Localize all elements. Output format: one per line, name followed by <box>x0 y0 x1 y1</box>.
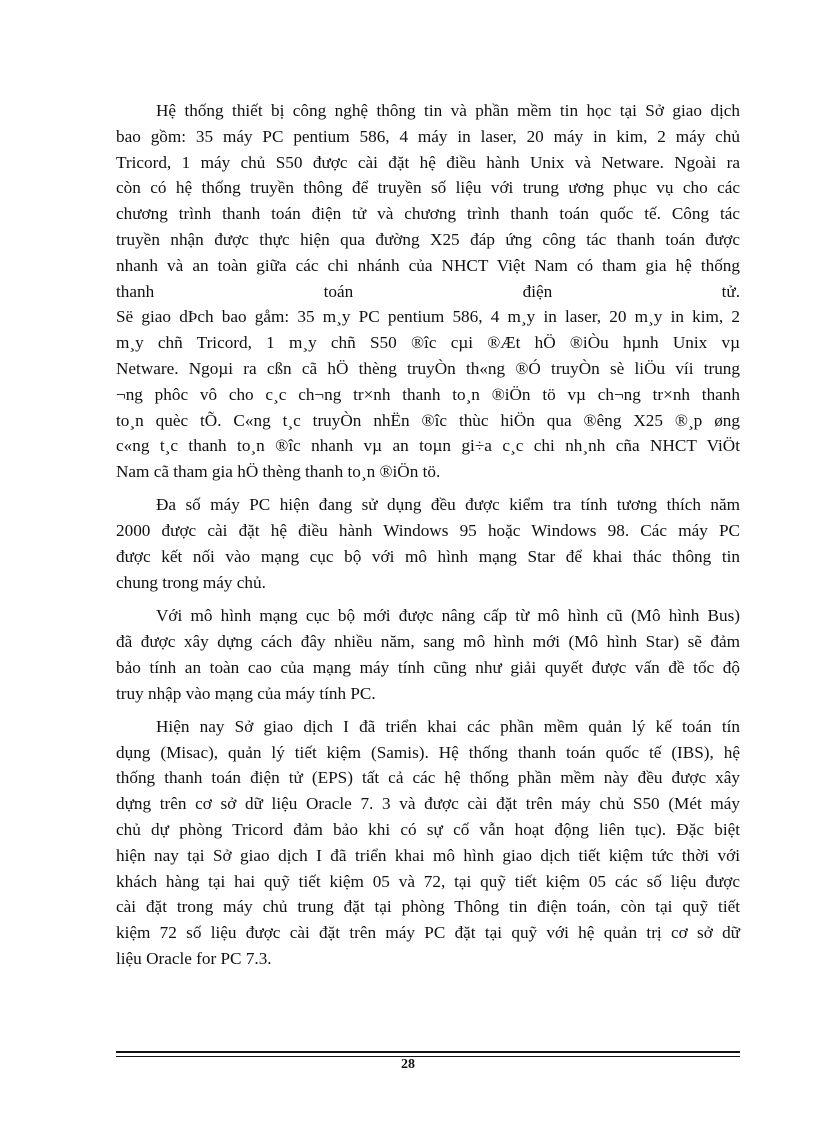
text-line: to¸n quèc tÕ. C«ng t¸c truyÒn nhËn ®îc thùc hiÖn qua ®êng X25 ®¸p øng <box>116 410 740 430</box>
text-line: thống thanh toán điện tử (EPS) tất cả các hệ thống phần mềm này đều được xây <box>116 768 740 788</box>
text-line: Tricord, 1 máy chủ S50 được cài đặt hệ điều hành Unix và Netware. Ngoài ra <box>116 152 740 172</box>
paragraph-legacy-encoding <box>116 304 740 485</box>
text-line: được kết nối vào mạng cục bộ với mô hình mạng Star để khai thác thông tin <box>116 547 740 567</box>
text-line: m¸y chñ Tricord, 1 m¸y chñ S50 ®îc cµi ®Æt hÖ ®iÒu hµnh Unix vµ <box>116 333 740 353</box>
text-line: nhanh và an toàn giữa các chi nhánh của NHCT Việt Nam có tham gia hệ thống <box>116 255 740 275</box>
page-number: 28 <box>401 1057 415 1072</box>
text-line: khách hàng tại hai quỹ tiết kiệm 05 và 72, tại quỹ tiết kiệm 05 các số liệu được <box>116 871 740 891</box>
text-line: 2000 được cài đặt hệ điều hành Windows 95 hoặc Windows 98. Các máy PC <box>116 521 740 541</box>
text-line: chương trình thanh toán điện tử và chương trình thanh toán quốc tế. Công tác <box>116 204 740 224</box>
text-line: hiện nay tại Sở giao dịch I đã triển khai mô hình giao dịch tiết kiệm tức thời với <box>116 845 740 865</box>
text-line: truyền nhận được thực hiện qua đường X25 đáp ứng công tác thanh toán được <box>116 229 740 249</box>
paragraph-software-systems <box>116 714 740 972</box>
paragraph-network-model <box>116 603 740 706</box>
text-line: c«ng t¸c thanh to¸n ®îc nhanh vµ an toµn gi÷a c¸c chi nh¸nh cña NHCT ViÖt <box>116 436 740 456</box>
text-line: Hệ thống thiết bị công nghệ thông tin và phần mềm tin học tại Sở giao dịch <box>156 101 740 120</box>
text-line: chủ dự phòng Tricord đảm bảo khi có sự cố vẫn hoạt động liên tục). Đặc biệt <box>116 820 740 840</box>
text-line: Së giao dÞch bao gåm: 35 m¸y PC pentium 586, 4 m¸y in laser, 20 m¸y in kim, 2 <box>116 307 740 327</box>
text-line: thanh toán điện tử. <box>116 281 740 301</box>
footer-rule <box>116 1051 740 1053</box>
text-line: Nam cã tham gia hÖ thèng thanh to¸n ®iÖn tö. <box>116 462 441 482</box>
text-line: chung trong máy chủ. <box>116 572 266 592</box>
text-line: liệu Oracle for PC 7.3. <box>116 949 272 968</box>
text-line: Với mô hình mạng cục bộ mới được nâng cấp từ mô hình cũ (Mô hình Bus) <box>156 606 740 626</box>
text-line: Netware. Ngoµi ra cßn cã hÖ thèng truyÒn th«ng ®Ó truyÒn sè liÖu víi trung <box>116 358 740 378</box>
text-line: bao gồm: 35 máy PC pentium 586, 4 máy in laser, 20 máy in kim, 2 máy chủ <box>116 126 740 146</box>
text-line: cài đặt trong máy chủ trung đặt tại phòng Thông tin điện toán, còn tại quỹ tiết <box>116 897 740 917</box>
document-page <box>116 98 740 972</box>
text-line: Hiện nay Sở giao dịch I đã triển khai các phần mềm quản lý kế toán tín <box>156 716 740 736</box>
text-line: kiệm 72 số liệu được cài đặt trên máy PC đặt tại quỹ với hệ quản trị cơ sở dữ <box>116 923 740 943</box>
text-line: bảo tính an toàn cao của mạng máy tính cũng như giải quyết được vấn đề tốc độ <box>116 657 740 677</box>
text-line: đã được xây dựng cách đây nhiều năm, sang mô hình mới (Mô hình Star) sẽ đảm <box>116 631 740 651</box>
text-line: ¬ng phôc vô cho c¸c ch¬ng tr×nh thanh to¸n ®iÖn tö vµ ch¬ng tr×nh thanh <box>116 384 740 404</box>
text-line: truy nhập vào mạng của máy tính PC. <box>116 683 376 703</box>
paragraph-equipment <box>116 98 740 304</box>
text-line: Đa số máy PC hiện đang sử dụng đều được kiểm tra tính tương thích năm <box>156 495 740 515</box>
text-line: dụng (Misac), quản lý tiết kiệm (Samis). Hệ thống thanh toán quốc tế (IBS), hệ <box>116 742 740 762</box>
text-line: còn có hệ thống truyền thông để truyền số liệu với trung ương phục vụ cho các <box>116 178 740 198</box>
text-line: dựng trên cơ sở dữ liệu Oracle 7. 3 và được cài đặt trên máy chủ S50 (Mét máy <box>116 794 740 814</box>
paragraph-pc-compatibility <box>116 492 740 595</box>
